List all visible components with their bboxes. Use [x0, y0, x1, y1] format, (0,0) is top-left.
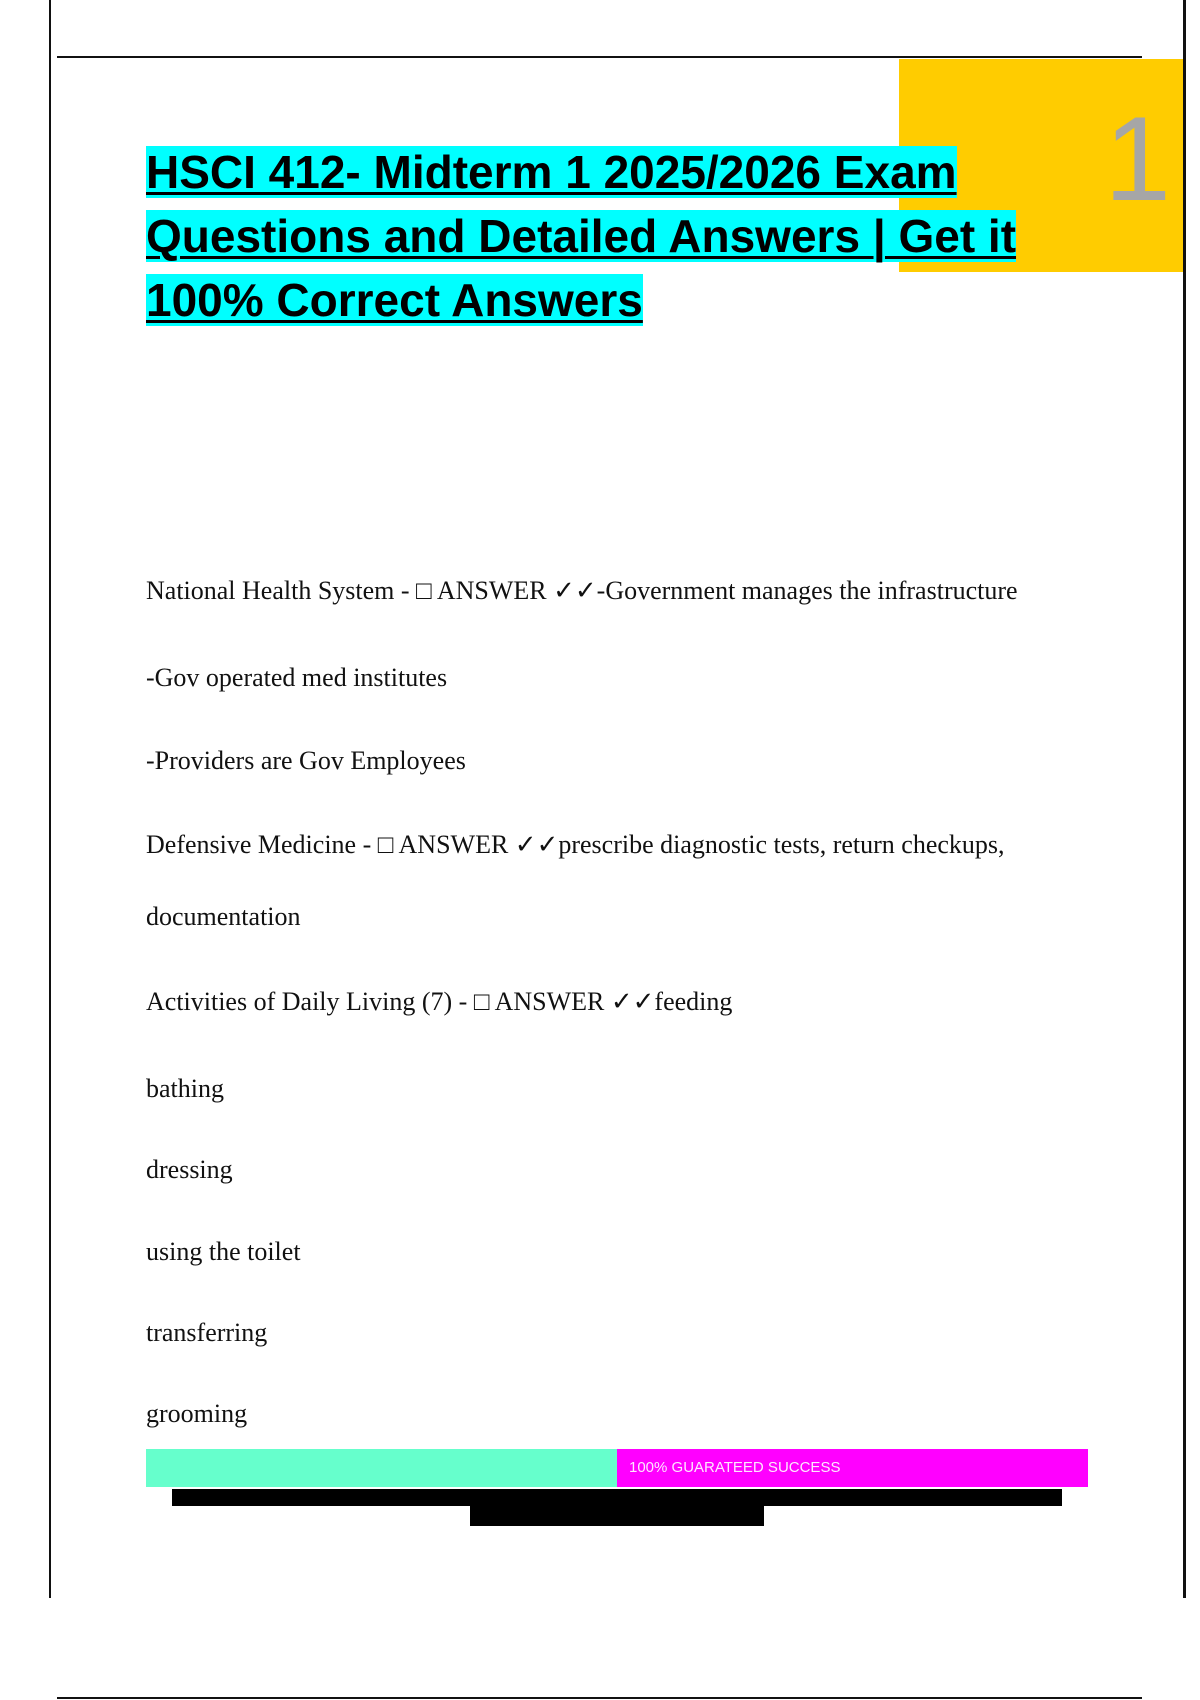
page-number: 1	[1104, 92, 1171, 226]
banner-text: 100% GUARATEED SUCCESS	[617, 1449, 1088, 1487]
qa-line-3: -Providers are Gov Employees	[146, 746, 466, 775]
page-border-right	[1183, 0, 1186, 1598]
qa-line-6: Activities of Daily Living (7) - □ ANSWER ✓✓feeding	[146, 987, 733, 1016]
page-border-left	[49, 0, 51, 1598]
qa-line-11: grooming	[146, 1399, 248, 1428]
qa-line-2: -Gov operated med institutes	[146, 663, 448, 692]
header-rule	[57, 56, 1142, 58]
footer-banner	[146, 1449, 1088, 1487]
qa-line-9: using the toilet	[146, 1237, 301, 1266]
banner-left-block	[146, 1449, 617, 1487]
qa-line-10: transferring	[146, 1318, 268, 1347]
footer-bar-wide	[172, 1489, 1062, 1506]
qa-line-5: documentation	[146, 902, 301, 931]
qa-line-4: Defensive Medicine - □ ANSWER ✓✓prescribe diagnostic tests, return checkups,	[146, 830, 1005, 859]
qa-line-8: dressing	[146, 1155, 233, 1184]
document-title	[146, 140, 1106, 332]
qa-line-7: bathing	[146, 1074, 224, 1103]
qa-line-1: National Health System - □ ANSWER ✓✓-Government manages the infrastructure	[146, 576, 1018, 605]
document-title-text: HSCI 412- Midterm 1 2025/2026 Exam Questions and Detailed Answers | Get it 100% Correct Answers	[146, 146, 1017, 326]
footer-rule	[57, 1697, 1142, 1699]
footer-bar-narrow	[470, 1505, 764, 1526]
